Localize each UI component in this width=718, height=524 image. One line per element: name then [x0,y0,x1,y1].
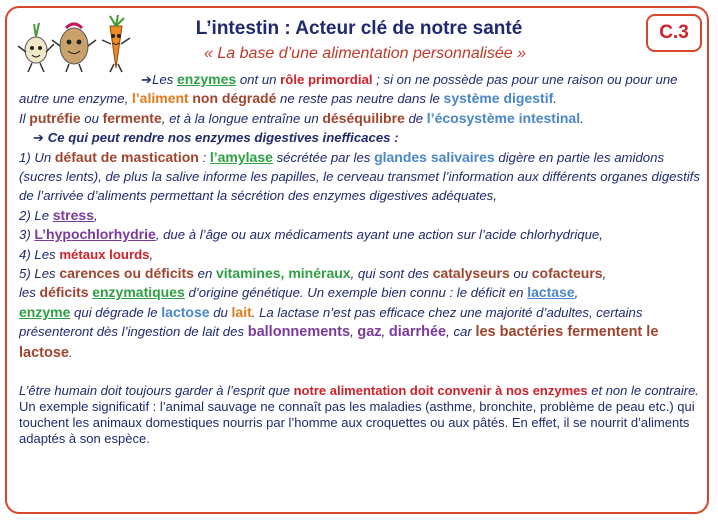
arrow-icon: ➔ [141,72,153,87]
text-segment: 2) Le [19,207,53,223]
footer-paragraph-1 [19,383,701,399]
heading-text: Ce qui peut rendre nos enzymes digestives inefficaces : [47,130,399,146]
text-segment: , [350,324,358,340]
keyword-systeme-digestif: système digestif [443,90,554,107]
keyword-bacteries: les bactéries fermentent le lactose [19,324,659,361]
keyword-enzyme: enzyme [19,303,71,320]
text-segment: ou [80,110,103,126]
keyword-aliment: l’aliment [131,90,189,107]
text-segment: ne reste pas neutre dans le [276,91,444,107]
text-segment: Il [19,110,30,126]
list-item-4 [19,245,701,264]
text-segment: , [574,285,579,301]
keyword-non-degrade: non dégradé [192,90,277,107]
text-segment: , [149,246,154,262]
keyword-vitamines-mineraux: vitamines, minéraux [215,265,351,282]
text-segment: , [94,207,98,223]
text-segment: , [381,324,389,340]
text-segment: et non le contraire. [587,383,699,399]
keyword-amylase: l’amylase [209,148,273,165]
keyword-ecosysteme: l’écosystème intestinal [426,109,581,126]
text-segment: ; si on ne possède pas pour une raison ou pour une autre une enzyme, [19,72,678,107]
text-segment: , et à la longue entraîne un [161,110,323,126]
list-item-1 [19,148,701,206]
text-segment: du [209,304,232,320]
text-segment: L’être humain doit toujours garder à l’esprit que [19,383,294,399]
text-segment: en [193,266,216,282]
text-segment: les [19,285,40,301]
keyword-lactose: lactose [161,303,210,320]
text-segment: 1) Un [19,149,55,165]
text-segment: . La lactase n’est pas efficace chez une majorité d’adultes, certains présenteront dès l’ingestion de lait des [19,304,643,340]
keyword-glandes-salivaires: glandes salivaires [374,148,495,165]
keyword-carences: carences ou déficits [59,265,194,282]
keyword-hypochlorhydrie: L’hypochlorhydrie [34,226,156,243]
keyword-diarrhee: diarrhée [388,324,447,341]
text-segment: , qui sont des [350,266,433,282]
text-segment: . [580,110,584,126]
page-subtitle: « La base d’une alimentation personnalisée » [203,45,526,62]
footer-paragraph-2: Un exemple significatif : l’animal sauvage ne connaît pas les maladies (asthme, bronchite, problème de peau etc.) qui touchent les animaux domestiques nourris par l’homme aux croquettes ou aux pâtés. En effet, il se nourrit d’aliments adaptés à son espèce. [19,399,695,447]
text-segment: de [404,110,427,126]
text-segment: ont un [236,72,281,87]
text-segment: 4) Les [19,246,60,262]
text-segment: . [68,344,73,360]
keyword-lactase: lactase [527,284,575,301]
paragraph-1 [19,70,701,447]
text-segment: , [602,266,607,282]
keyword-desequilibre: déséquilibre [322,109,405,126]
text-segment: 3) [19,227,35,243]
section-heading [19,128,701,147]
text-segment: Les [152,72,177,87]
keyword-cofacteurs: cofacteurs [531,265,603,282]
text-segment: : [198,149,210,165]
keyword-enzymatiques: enzymatiques [92,284,185,301]
keyword-putrefie: putréfie [29,109,81,126]
keyword-alimentation-enzymes: notre alimentation doit convenir à nos enzymes [293,383,588,399]
keyword-deficits: déficits [39,284,89,301]
section-badge: C.3 [646,14,702,52]
text-segment: 5) Les [19,266,60,282]
keyword-lait: lait [231,303,252,320]
text-segment: , due à l’âge ou aux médicaments ayant une action sur l’acide chlorhydrique, [155,227,603,243]
keyword-defaut-mastication: défaut de mastication [54,148,199,165]
text-segment: , car [446,324,476,340]
spacer [19,363,701,383]
list-item-3 [19,225,701,244]
keyword-ballonnements: ballonnements [247,324,351,341]
text-segment: digère en partie les amidons (sucres lents), de plus la salive informe les papilles, le cerveau transmet l’information aux différents organes digestifs de l’arrivée d’aliments permettant la sécrétion des enzymes digestives adéquates, [19,149,700,204]
text-segment: qui dégrade le [70,304,162,320]
arrow-icon: ➔ [33,130,45,146]
keyword-metaux-lourds: métaux lourds [59,246,150,262]
keyword-stress: stress [52,206,94,223]
page-title: L’intestin : Acteur clé de notre santé [195,18,523,39]
text-segment: . [553,91,557,107]
keyword-role-primordial: rôle primordial [280,72,373,87]
keyword-fermente: fermente [102,109,162,126]
keyword-gaz: gaz [357,324,382,341]
keyword-enzymes: enzymes [177,71,237,87]
text-segment: ou [509,266,532,282]
list-item-2 [19,206,701,225]
keyword-catalyseurs: catalyseurs [432,265,510,282]
text-segment: d’origine génétique. Un exemple bien connu : le déficit en [184,285,528,301]
text-segment: sécrétée par les [272,149,375,165]
list-item-5 [19,264,701,363]
